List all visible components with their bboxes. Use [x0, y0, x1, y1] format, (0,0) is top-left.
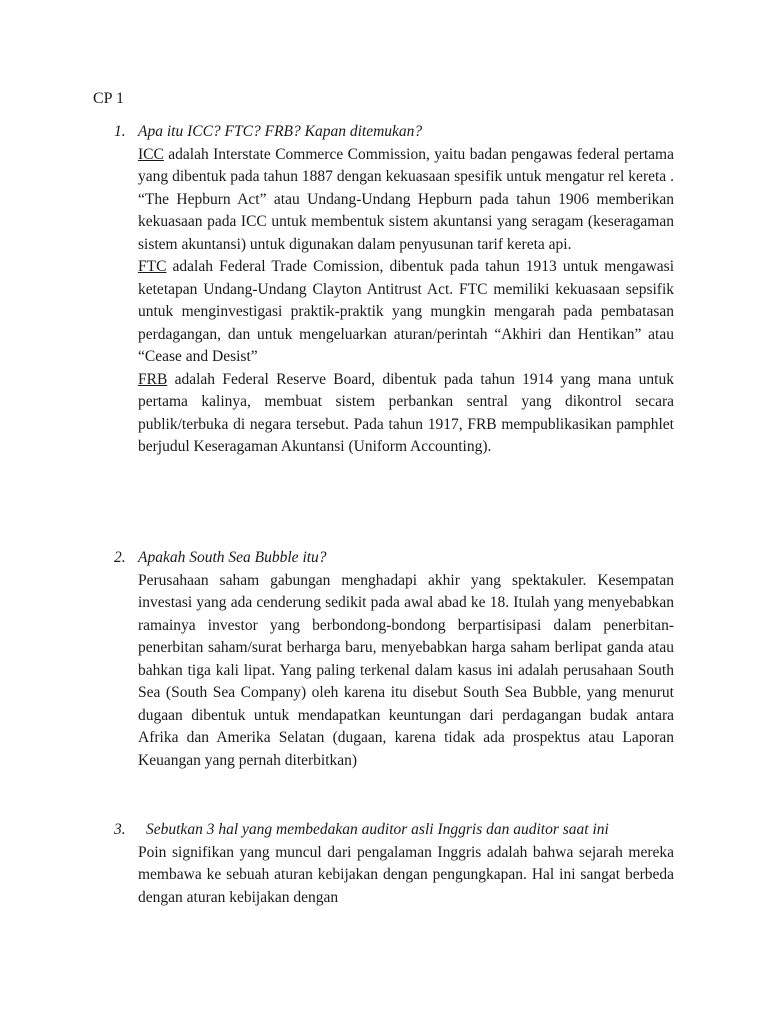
question-2-answer	[138, 570, 674, 773]
question-1-answer	[138, 144, 674, 459]
question-3-number: 3.	[114, 821, 126, 838]
question-2-text: Apakah South Sea Bubble itu?	[138, 549, 327, 566]
question-1-text: Apa itu ICC? FTC? FRB? Kapan ditemukan?	[138, 123, 423, 140]
answer-ftc-text: adalah Federal Trade Comission, dibentuk pada tahun 1913 untuk mengawasi ketetapan Undang-Undang Clayton Antitrust Act. FTC memiliki kekuasaan sepsifik untuk menginvestigasi praktik-praktik yang mungkin mengarah pada pembatasan perdagangan, dan untuk mengeluarkan aturan/perintah “Akhiri dan Hentikan” atau “Cease and Desist”	[138, 258, 674, 365]
question-3-heading	[114, 819, 674, 842]
page-title: CP 1	[93, 90, 124, 107]
question-1	[114, 121, 674, 459]
answer-icc-text: adalah Interstate Commerce Commission, yaitu badan pengawas federal pertama yang dibentuk pada tahun 1887 dengan kekuasaan spesifik untuk mengatur rel kereta . “The Hepburn Act” atau Undang-Undang Hepburn pada tahun 1906 memberikan kekuasaan pada ICC untuk membentuk sistem akuntansi yang seragam (keseragaman sistem akuntansi) untuk digunakan dalam penyusunan tarif kereta api.	[138, 145, 674, 253]
question-1-heading	[114, 121, 674, 144]
answer-ftc	[138, 256, 674, 369]
term-icc: ICC	[138, 145, 164, 163]
question-2	[114, 547, 674, 772]
question-2-number: 2.	[114, 549, 126, 566]
answer-frb	[138, 369, 674, 459]
term-ftc: FTC	[138, 258, 167, 275]
question-2-heading	[114, 547, 674, 570]
question-3	[114, 819, 674, 909]
term-frb: FRB	[138, 370, 168, 388]
question-1-number: 1.	[114, 123, 126, 140]
question-3-text: Sebutkan 3 hal yang membedakan auditor asli Inggris dan auditor saat ini	[146, 821, 609, 838]
answer-auditor: Poin signifikan yang muncul dari pengalaman Inggris adalah bahwa sejarah mereka membawa ke sebuah aturan kebijakan dengan pengungkapan. Hal ini sangat berbeda dengan aturan kebijakan dengan	[138, 843, 674, 906]
answer-frb-text: adalah Federal Reserve Board, dibentuk pada tahun 1914 yang mana untuk pertama kalinya, membuat sistem perbankan sentral yang dikontrol secara publik/terbuka di negara tersebut. Pada tahun 1917, FRB mempublikasikan pamphlet berjudul Keseragaman Akuntansi (Uniform Accounting).	[138, 370, 674, 455]
question-3-answer	[138, 842, 674, 910]
answer-south-sea: Perusahaan saham gabungan menghadapi akhir yang spektakuler. Kesempatan investasi yang ada cenderung sedikit pada awal abad ke 18. Itulah yang menyebabkan ramainya investor yang berbondong-bondong berpartisipasi dalam penerbitan-penerbitan saham/surat berharga baru, menyebabkan harga saham berlipat ganda atau bahkan tiga kali lipat. Yang paling terkenal dalam kasus ini adalah perusahaan South Sea (South Sea Company) oleh karena itu disebut South Sea Bubble, yang menurut dugaan dibentuk untuk mendapatkan keuntungan dari perdagangan budak antara Afrika dan Amerika Selatan (dugaan, karena tidak ada prospektus atau Laporan Keuangan yang pernah diterbitkan)	[138, 571, 674, 769]
answer-icc	[138, 144, 674, 257]
